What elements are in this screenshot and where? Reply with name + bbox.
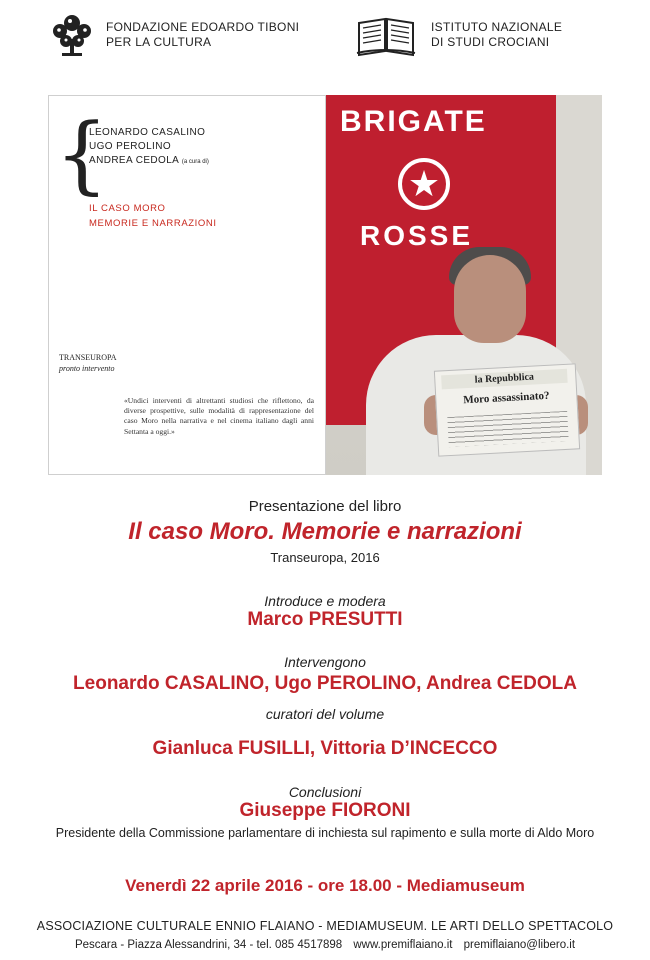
curator-2: Ugo PEROLINO	[274, 673, 417, 694]
book-authors	[89, 126, 209, 169]
moro-photo	[326, 95, 602, 475]
conclusion-speaker-role: Presidente della Commissione parlamentare di inchiesta sul rapimento e sulla morte di Aldo Moro	[55, 826, 595, 840]
curly-brace-decoration: {	[55, 105, 109, 203]
contact-line	[0, 939, 650, 951]
author-2: UGO PEROLINO	[89, 141, 172, 152]
institute-line-1: ISTITUTO NAZIONALE	[431, 20, 563, 34]
header-left	[48, 10, 299, 60]
speakers-label: Intervengono	[284, 654, 366, 670]
curators-names	[0, 673, 650, 695]
institute-line-2: DI STUDI CROCIANI	[431, 35, 550, 49]
curator-1: Leonardo CASALINO	[73, 673, 265, 694]
book-cover	[48, 95, 326, 475]
intro-label: Introduce e modera	[264, 593, 386, 609]
cover-title-line-1: IL CASO MORO	[89, 203, 166, 214]
name-separator: ,	[264, 673, 275, 694]
conclusion-label: Conclusioni	[288, 784, 362, 800]
newspaper-masthead: la Repubblica	[441, 369, 568, 390]
publisher-series: pronto intervento	[59, 364, 115, 373]
conclusion-speaker: Giuseppe FIORONI	[239, 800, 411, 821]
open-book-icon	[355, 13, 417, 57]
speakers-names	[0, 738, 650, 760]
star-icon: ★	[407, 163, 441, 204]
address: Pescara - Piazza Alessandrini, 34 - tel. 085 4517898	[74, 939, 343, 951]
foundation-line-2: PER LA CULTURA	[106, 35, 212, 49]
author-3-line	[89, 154, 209, 169]
curators-label: curatori del volume	[265, 706, 385, 722]
name-separator: ,	[309, 738, 321, 759]
newspaper-headline: Moro assassinato?	[462, 389, 550, 407]
book-cover-title	[89, 201, 217, 231]
editor-note: (a cura di)	[181, 159, 209, 165]
star-circle-emblem	[398, 158, 450, 210]
institute-name	[431, 20, 562, 50]
name-separator: ,	[416, 673, 426, 694]
foundation-line-1: FONDAZIONE EDOARDO TIBONI	[106, 20, 300, 34]
book-title: Il caso Moro. Memorie e narrazioni	[128, 518, 522, 545]
newspaper-text-lines	[447, 411, 568, 447]
newspaper	[434, 363, 580, 456]
website-link[interactable]: www.premiflaiano.it	[353, 939, 453, 951]
organizer-line: ASSOCIAZIONE CULTURALE ENNIO FLAIANO - MEDIAMUSEUM. LE ARTI DELLO SPETTACOLO	[36, 919, 614, 933]
publisher-year: Transeuropa, 2016	[270, 550, 380, 565]
foundation-name	[106, 20, 299, 50]
presentation-label: Presentazione del libro	[248, 498, 402, 515]
speaker-2: Vittoria D’INCECCO	[320, 738, 498, 759]
author-1: LEONARDO CASALINO	[89, 127, 206, 138]
book-blurb: «Undici interventi di altrettanti studiosi che riflettono, da diverse prospettive, sulle modalità di rappresentazione del caso Moro nella narrativa e nel cinema italiano dagli anni Settanta a oggi.»	[124, 396, 314, 436]
header-right	[355, 10, 562, 60]
event-date-time-place: Venerdì 22 aprile 2016 - ore 18.00 - Mediamuseum	[125, 876, 525, 895]
email-link[interactable]: premiflaiano@libero.it	[463, 939, 576, 951]
figure-head	[454, 255, 526, 343]
author-3: ANDREA CEDOLA	[89, 155, 179, 166]
curator-3: Andrea CEDOLA	[425, 673, 577, 694]
vine-tree-emblem-icon	[48, 11, 96, 59]
book-publisher	[59, 352, 117, 374]
publisher-name: TRANSEUROPA	[59, 353, 117, 362]
banner-top-text: BRIGATE	[340, 105, 487, 138]
moderator-name: Marco PRESUTTI	[247, 609, 403, 630]
speaker-1: Gianluca FUSILLI	[152, 738, 310, 759]
cover-title-line-2: MEMORIE E NARRAZIONI	[89, 218, 217, 229]
banner-bottom-text: ROSSE	[360, 220, 474, 251]
